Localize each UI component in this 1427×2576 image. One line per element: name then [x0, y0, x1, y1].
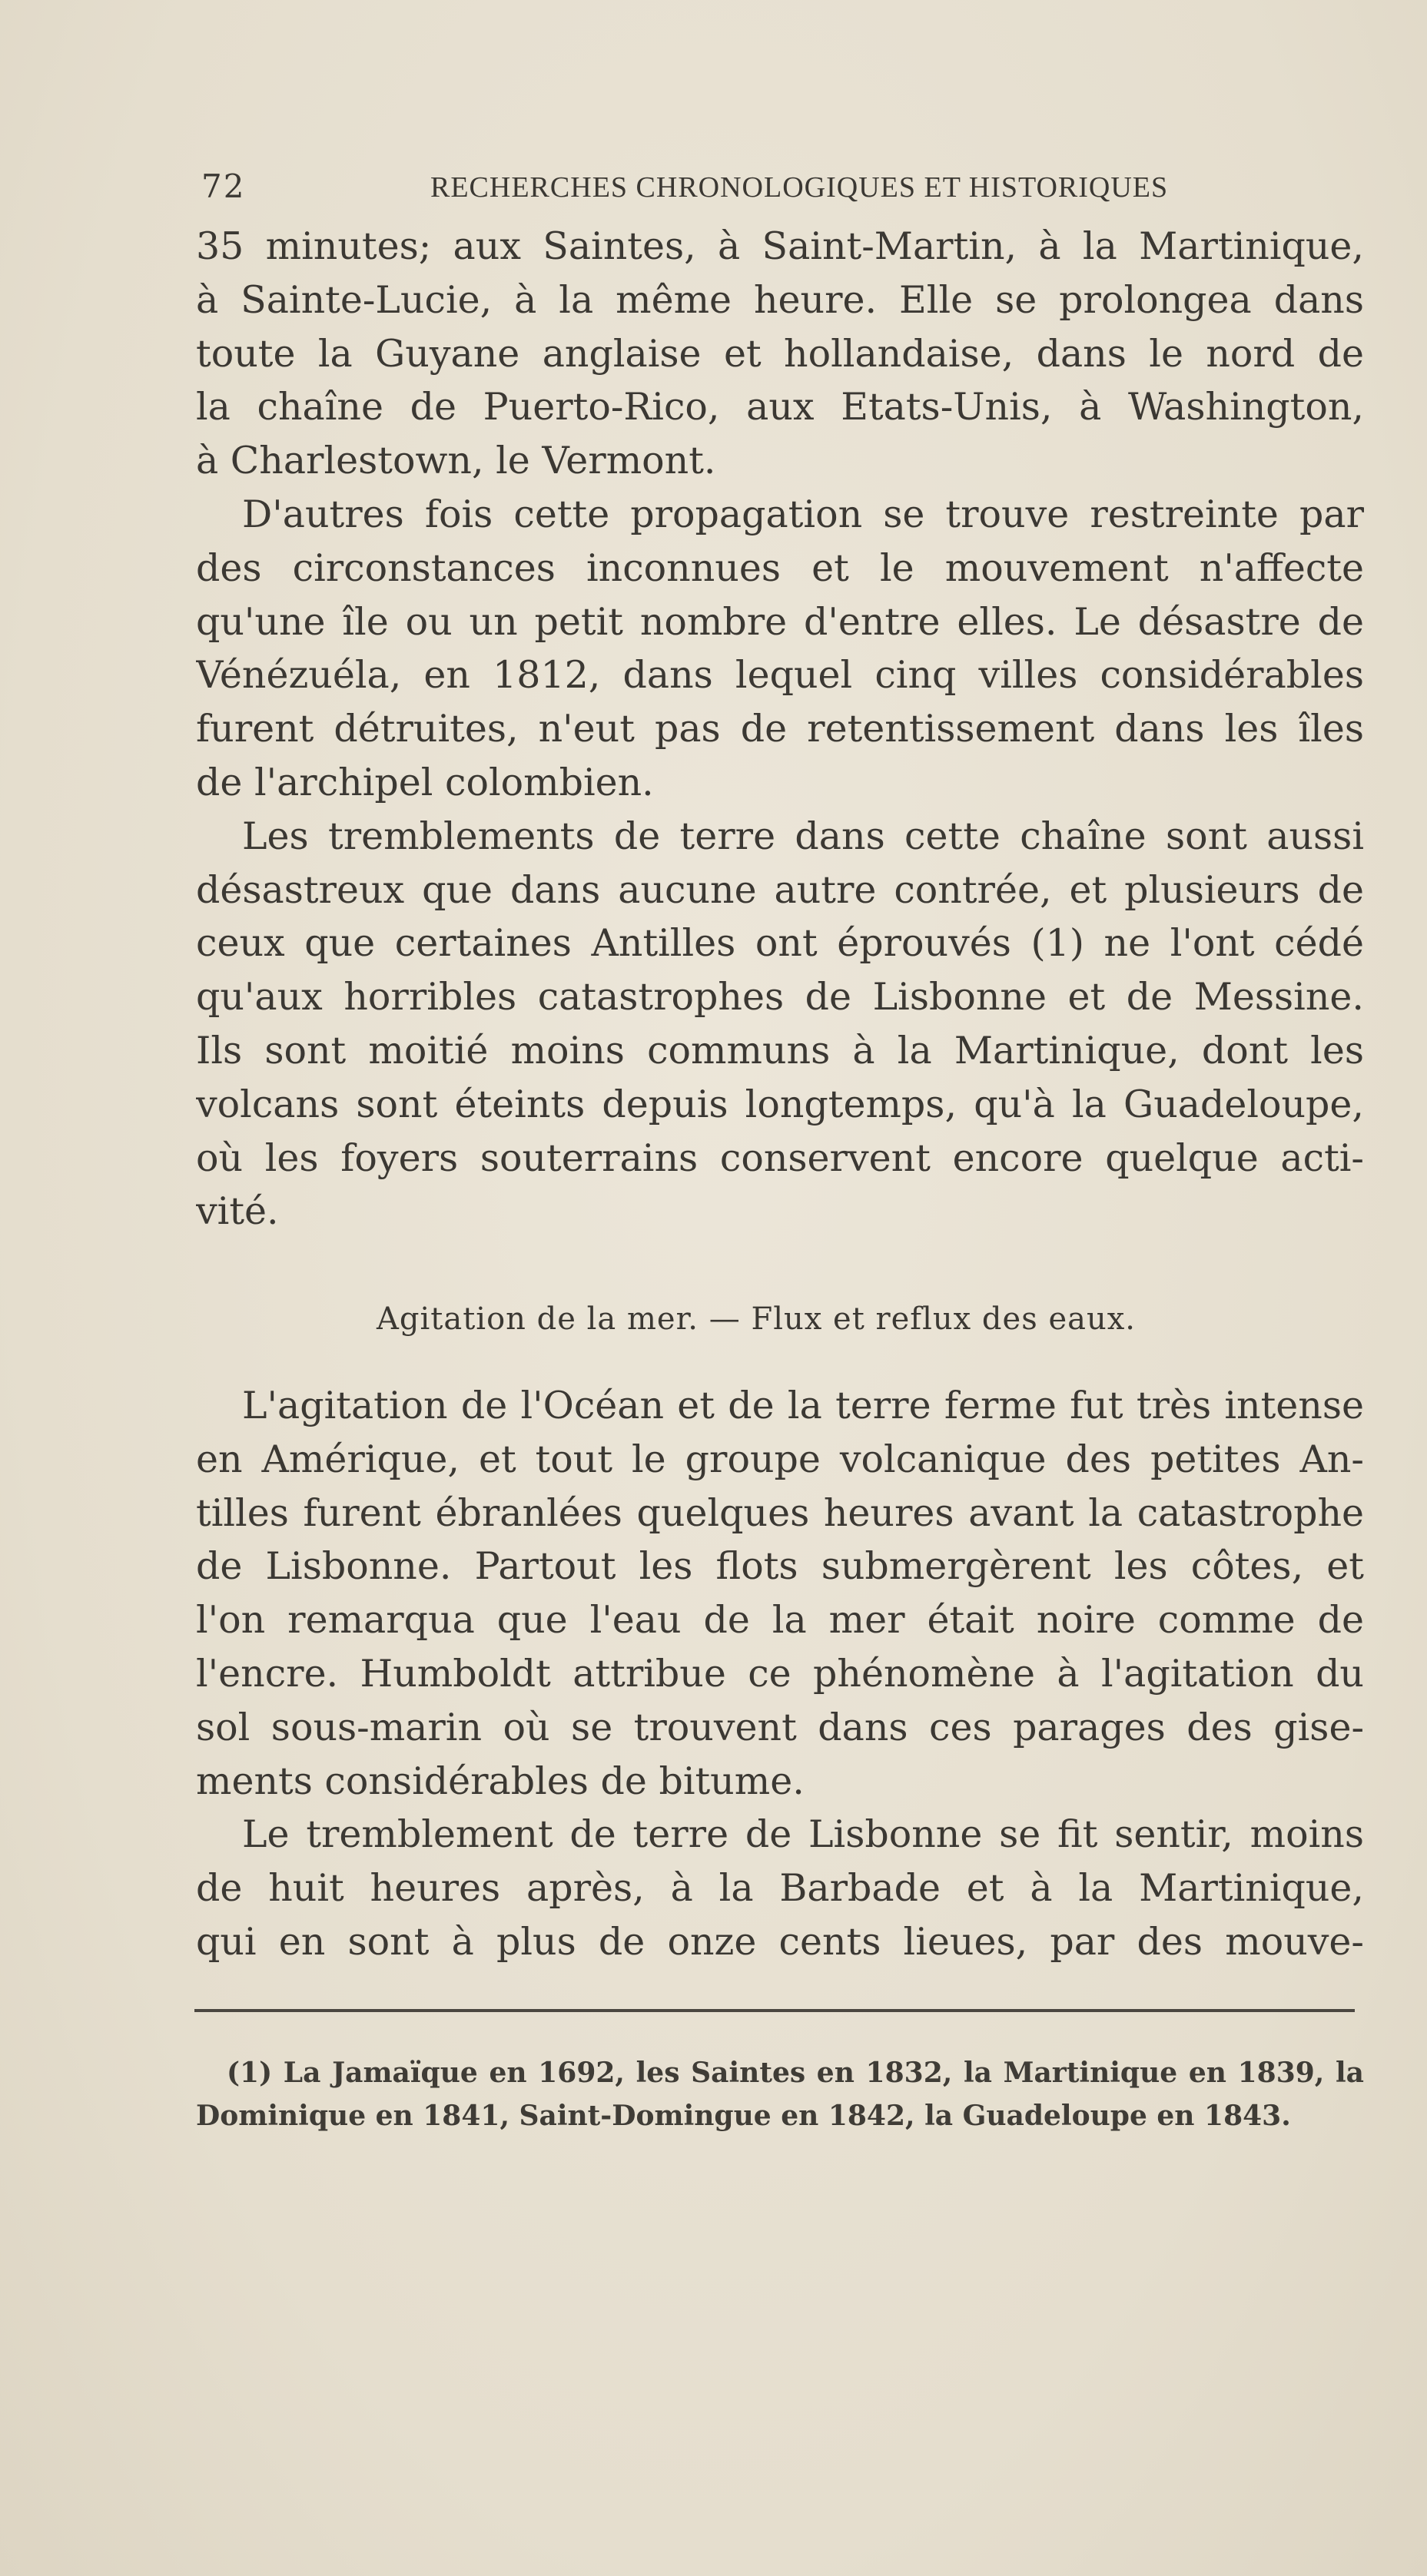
footnotes — [196, 2051, 1364, 2137]
text-line: Les tremblements de terre dans cette chaîne sont aussi — [242, 814, 1364, 858]
text-line: qui en sont à plus de onze cents lieues, par des mouve- — [196, 1919, 1364, 1964]
text-line: D'autres fois cette propagation se trouve restreinte par — [242, 492, 1364, 536]
text-line: tilles furent ébranlées quelques heures avant la catastrophe — [196, 1490, 1364, 1535]
text-line: de huit heures après, à la Barbade et à la Martinique, — [196, 1866, 1364, 1911]
text-line: l'encre. Humboldt attribue ce phénomène à l'agitation du — [196, 1651, 1364, 1696]
body-text-bottom — [196, 1379, 1364, 1969]
text-line: qu'une île ou un petit nombre d'entre elles. Le désastre de — [196, 599, 1364, 644]
text-line: Ils sont moitié moins communs à la Martinique, dont les — [196, 1028, 1364, 1073]
body-text-top — [196, 220, 1364, 1238]
text-line: toute la Guyane anglaise et hollandaise, dans le nord de — [196, 331, 1364, 376]
text-line: L'agitation de l'Océan et de la terre ferme fut très intense — [242, 1384, 1364, 1427]
text-line: où les foyers souterrains conservent encore quelque acti- — [196, 1135, 1364, 1180]
text-line: sol sous-marin où se trouvent dans ces parages des gise- — [196, 1705, 1364, 1749]
text-line: des circonstances inconnues et le mouvement n'affecte — [196, 545, 1364, 590]
text-line: en Amérique, et tout le groupe volcanique des petites An- — [196, 1437, 1364, 1481]
text-line: désastreux que dans aucune autre contrée, et plusieurs de — [196, 867, 1364, 912]
page-number: 72 — [201, 167, 246, 205]
text-line: Le tremblement de terre de Lisbonne se fit sentir, moins — [242, 1812, 1364, 1857]
footnote-line: (1) La Jamaïque en 1692, les Saintes en 1832, la Martinique en 1839, la — [227, 2057, 1364, 2089]
text-line: à Sainte-Lucie, à la même heure. Elle se prolongea dans — [196, 277, 1364, 322]
text-line: la chaîne de Puerto-Rico, aux Etats-Unis, à Washington, — [196, 385, 1364, 429]
text-line: l'on remarqua que l'eau de la mer était noire comme de — [196, 1598, 1364, 1643]
footnote-line: Dominique en 1841, Saint-Domingue en 1842, la Guadeloupe en 1843. — [196, 2100, 1291, 2132]
text-line: vité. — [196, 1189, 279, 1234]
text-line: à Charlestown, le Vermont. — [196, 439, 716, 483]
text-line: furent détruites, n'eut pas de retentissement dans les îles — [196, 707, 1364, 751]
footnote-divider — [194, 2009, 1355, 2012]
text-line: Vénézuéla, en 1812, dans lequel cinq villes considérables — [196, 653, 1364, 698]
text-line: ceux que certaines Antilles ont éprouvés (1) ne l'ont cédé — [196, 921, 1364, 966]
page-header — [201, 167, 1200, 211]
text-line: qu'aux horribles catastrophes de Lisbonne et de Messine. — [196, 975, 1364, 1019]
running-title: RECHERCHES CHRONOLOGIQUES ET HISTORIQUES — [430, 171, 1169, 204]
text-line: ments considérables de bitume. — [196, 1759, 805, 1803]
text-line: volcans sont éteints depuis longtemps, qu'à la Guadeloupe, — [196, 1082, 1364, 1126]
text-line: de l'archipel colombien. — [196, 760, 654, 804]
text-line: de Lisbonne. Partout les flots submergèrent les côtes, et — [196, 1544, 1364, 1589]
section-heading: Agitation de la mer. — Flux et reflux des eaux. — [377, 1301, 1136, 1337]
text-line: 35 minutes; aux Saintes, à Saint-Martin, à la Martinique, — [196, 224, 1364, 268]
